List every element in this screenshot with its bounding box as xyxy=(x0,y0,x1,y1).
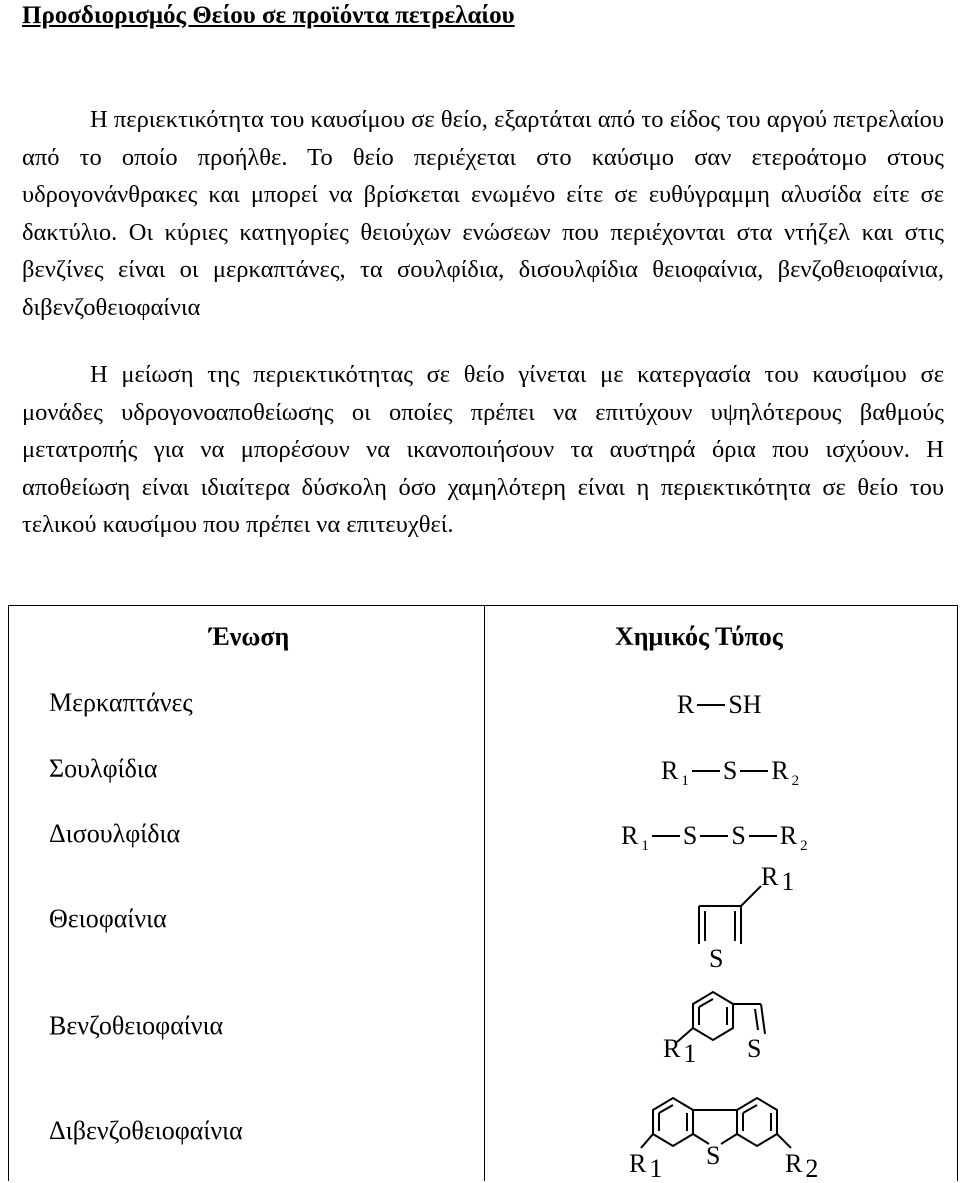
header-formula: Χημικός Τύπος xyxy=(615,622,783,651)
column-divider xyxy=(484,606,485,1181)
formula-subscript: 1 xyxy=(681,773,689,789)
substituent-subscript: 1 xyxy=(781,867,795,896)
substituent-subscript: 1 xyxy=(649,1154,663,1183)
bond-line xyxy=(652,835,680,837)
sulfur-atom-label: S xyxy=(706,1141,721,1170)
bond-line xyxy=(700,835,728,837)
sulfur-compounds-table xyxy=(8,605,958,1181)
formula-subscript: 1 xyxy=(641,838,649,854)
row-name-thiophenes: Θειοφαίνια xyxy=(49,904,167,933)
dibenzothiophene-structure xyxy=(619,1088,849,1182)
substituent-label xyxy=(629,1149,662,1183)
page-title: Προσδιορισμός Θείου σε προϊόντα πετρελαίου xyxy=(22,2,515,29)
substituent-symbol: R xyxy=(663,1034,681,1063)
substituent-symbol: R xyxy=(629,1149,647,1178)
formula-atom: S xyxy=(731,821,746,850)
formula-subscript: 2 xyxy=(800,838,808,854)
substituent-subscript: 2 xyxy=(805,1154,819,1183)
sulfur-atom-label: S xyxy=(709,944,724,973)
substituent-symbol: R xyxy=(761,862,779,891)
bond-line xyxy=(749,835,777,837)
sulfur-atom-label: S xyxy=(747,1034,762,1063)
thiophene-structure xyxy=(669,861,819,971)
formula-atom: R xyxy=(677,690,695,719)
substituent-label xyxy=(663,1034,696,1068)
formula-atom: S xyxy=(722,756,738,785)
formula-atom: R xyxy=(771,756,789,785)
formula-mercaptans xyxy=(677,690,762,720)
substituent-symbol: R xyxy=(785,1149,803,1178)
formula-atom: R xyxy=(621,821,639,850)
row-name-mercaptans: Μερκαπτάνες xyxy=(49,688,193,717)
formula-atom: SH xyxy=(728,690,762,719)
formula-disulfides xyxy=(621,821,808,854)
bond-line xyxy=(697,704,725,706)
row-name-benzothiophenes: Βενζοθειοφαίνια xyxy=(49,1011,224,1040)
formula-atom: R xyxy=(661,756,679,785)
bond-line xyxy=(692,770,720,772)
paragraph-desulfurization: Η μείωση της περιεκτικότητας σε θείο γίνεται με κατεργασία του καυσίμου σε μονάδες υδρογονοαποθείωσης οι οποίες πρέπει να επιτύχουν υψηλότερους βαθμούς μετατροπής για να μπορέσουν να ικανοποιήσουν τα αυστηρά όρια που ισχύουν. Η αποθείωση είναι ιδιαίτερα δύσκολη όσο χαμηλότερη είναι η περιεκτικότητα σε θείο του τελικού καυσίμου που πρέπει να επιτευχθεί. xyxy=(22,361,944,538)
substituent-subscript: 1 xyxy=(683,1039,697,1068)
row-name-disulfides: Δισουλφίδια xyxy=(49,819,181,848)
formula-subscript: 2 xyxy=(791,773,800,789)
header-compound: Ένωση xyxy=(209,622,290,651)
formula-atom: S xyxy=(682,821,698,850)
substituent-label xyxy=(785,1149,818,1183)
formula-atom: R xyxy=(779,821,798,850)
bond-line xyxy=(740,770,768,772)
benzothiophene-structure xyxy=(649,974,809,1094)
paragraph-intro: Η περιεκτικότητα του καυσίμου σε θείο, εξαρτάται από το είδος του αργού πετρελαίου από το οποίο προήλθε. Το θείο περιέχεται στο καύσιμο σαν ετεροάτομο στους υδρογονάνθρακες και μπορεί να βρίσκεται ενωμένο είτε σε ευθύγραμμη αλυσίδα είτε σε δακτύλιο. Οι κύριες κατηγορίες θειούχων ενώσεων που περιέχονται στα ντήζελ και στις βενζίνες είναι οι μερκαπτάνες, τα σουλφίδια, δισουλφίδια θειοφαίνια, βενζοθειοφαίνια, διβενζοθειοφαίνια xyxy=(22,106,944,321)
formula-sulfides xyxy=(661,756,800,789)
row-name-dibenzothiophenes: Διβενζοθειοφαίνια xyxy=(49,1116,243,1145)
substituent-label xyxy=(761,862,794,896)
row-name-sulfides: Σουλφίδια xyxy=(49,754,158,783)
